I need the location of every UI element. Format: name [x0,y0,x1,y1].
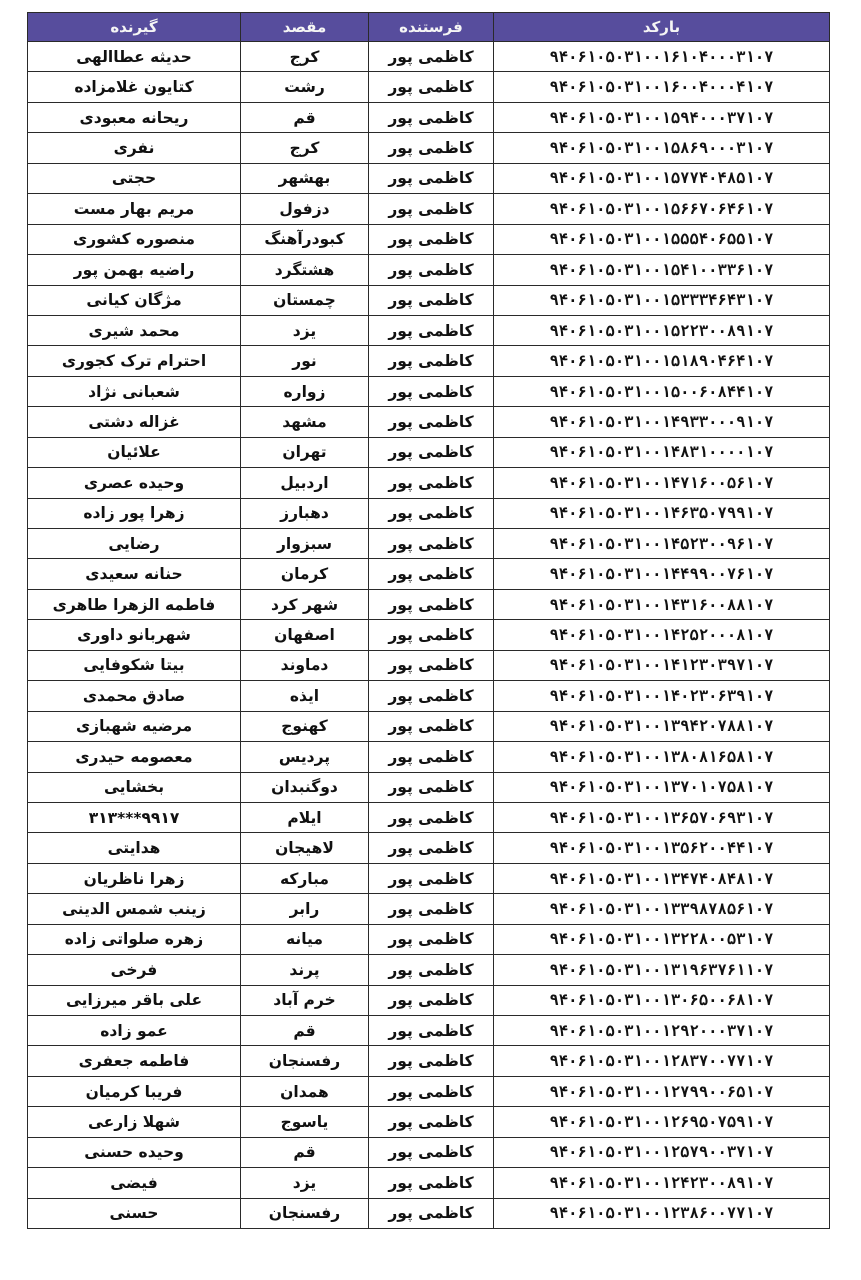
destination-cell: دهبارز [241,498,369,528]
recipient-cell: راضیه بهمن پور [28,255,241,285]
recipient-cell: رضایی [28,529,241,559]
table-row [28,163,830,193]
table-row [28,772,830,802]
destination-cell: رفسنجان [241,1046,369,1076]
sender-cell: کاظمی پور [369,863,494,893]
sender-cell: کاظمی پور [369,163,494,193]
destination-cell: ایذه [241,681,369,711]
header-barcode: بارکد [494,13,830,42]
recipient-cell: حسنی [28,1198,241,1228]
destination-cell: ایلام [241,802,369,832]
table-row [28,42,830,72]
recipient-cell: علائیان [28,437,241,467]
table-body [28,42,830,1229]
sender-cell: کاظمی پور [369,924,494,954]
table-row [28,1137,830,1167]
recipient-cell: معصومه حیدری [28,742,241,772]
barcode-cell: ۹۴۰۶۱۰۵۰۳۱۰۰۱۶۰۰۴۰۰۰۴۱۰۷ [494,72,830,102]
barcode-cell: ۹۴۰۶۱۰۵۰۳۱۰۰۱۳۰۶۵۰۰۶۸۱۰۷ [494,985,830,1015]
sender-cell: کاظمی پور [369,224,494,254]
barcode-cell: ۹۴۰۶۱۰۵۰۳۱۰۰۱۴۱۲۳۰۳۹۷۱۰۷ [494,650,830,680]
table-row [28,285,830,315]
destination-cell: زواره [241,376,369,406]
sender-cell: کاظمی پور [369,742,494,772]
recipient-cell: زهرا ناظریان [28,863,241,893]
sender-cell: کاظمی پور [369,1107,494,1137]
barcode-cell: ۹۴۰۶۱۰۵۰۳۱۰۰۱۳۷۰۱۰۷۵۸۱۰۷ [494,772,830,802]
sender-cell: کاظمی پور [369,620,494,650]
header-recipient: گیرنده [28,13,241,42]
sender-cell: کاظمی پور [369,194,494,224]
recipient-cell: کتایون غلامزاده [28,72,241,102]
recipient-cell: وحیده حسنی [28,1137,241,1167]
destination-cell: اردبیل [241,468,369,498]
sender-cell: کاظمی پور [369,437,494,467]
sender-cell: کاظمی پور [369,681,494,711]
barcode-cell: ۹۴۰۶۱۰۵۰۳۱۰۰۱۲۳۸۶۰۰۷۷۱۰۷ [494,1198,830,1228]
barcode-cell: ۹۴۰۶۱۰۵۰۳۱۰۰۱۳۵۶۲۰۰۴۴۱۰۷ [494,833,830,863]
header-sender: فرستنده [369,13,494,42]
recipient-cell: مژگان کیانی [28,285,241,315]
destination-cell: کرمان [241,559,369,589]
barcode-cell: ۹۴۰۶۱۰۵۰۳۱۰۰۱۳۸۰۸۱۶۵۸۱۰۷ [494,742,830,772]
barcode-cell: ۹۴۰۶۱۰۵۰۳۱۰۰۱۴۰۲۳۰۶۳۹۱۰۷ [494,681,830,711]
recipient-cell: زینب شمس الدینی [28,894,241,924]
sender-cell: کاظمی پور [369,376,494,406]
sender-cell: کاظمی پور [369,1046,494,1076]
sender-cell: کاظمی پور [369,346,494,376]
barcode-cell: ۹۴۰۶۱۰۵۰۳۱۰۰۱۵۶۶۷۰۶۴۶۱۰۷ [494,194,830,224]
barcode-cell: ۹۴۰۶۱۰۵۰۳۱۰۰۱۳۳۹۸۷۸۵۶۱۰۷ [494,894,830,924]
table-row [28,437,830,467]
recipient-cell: احترام ترک کجوری [28,346,241,376]
table-row [28,985,830,1015]
destination-cell: دماوند [241,650,369,680]
header-destination: مقصد [241,13,369,42]
recipient-cell: حنانه سعیدی [28,559,241,589]
table-row [28,802,830,832]
destination-cell: رفسنجان [241,1198,369,1228]
destination-cell: مبارکه [241,863,369,893]
sender-cell: کاظمی پور [369,315,494,345]
table-row [28,255,830,285]
destination-cell: قم [241,102,369,132]
barcode-cell: ۹۴۰۶۱۰۵۰۳۱۰۰۱۵۵۵۴۰۶۵۵۱۰۷ [494,224,830,254]
sender-cell: کاظمی پور [369,955,494,985]
table-row [28,681,830,711]
table-row [28,133,830,163]
barcode-cell: ۹۴۰۶۱۰۵۰۳۱۰۰۱۲۸۳۷۰۰۷۷۱۰۷ [494,1046,830,1076]
destination-cell: خرم آباد [241,985,369,1015]
destination-cell: مشهد [241,407,369,437]
recipient-cell: فیضی [28,1168,241,1198]
destination-cell: شهر کرد [241,589,369,619]
barcode-cell: ۹۴۰۶۱۰۵۰۳۱۰۰۱۴۳۱۶۰۰۸۸۱۰۷ [494,589,830,619]
recipient-cell: فریبا کرمیان [28,1076,241,1106]
barcode-cell: ۹۴۰۶۱۰۵۰۳۱۰۰۱۵۰۰۶۰۸۴۴۱۰۷ [494,376,830,406]
recipient-cell: بیتا شکوفایی [28,650,241,680]
recipient-cell: غزاله دشتی [28,407,241,437]
table-row [28,315,830,345]
barcode-cell: ۹۴۰۶۱۰۵۰۳۱۰۰۱۴۲۵۲۰۰۰۸۱۰۷ [494,620,830,650]
table-row [28,924,830,954]
sender-cell: کاظمی پور [369,285,494,315]
sender-cell: کاظمی پور [369,1198,494,1228]
barcode-cell: ۹۴۰۶۱۰۵۰۳۱۰۰۱۳۴۷۴۰۸۴۸۱۰۷ [494,863,830,893]
sender-cell: کاظمی پور [369,802,494,832]
destination-cell: نور [241,346,369,376]
destination-cell: لاهیجان [241,833,369,863]
barcode-cell: ۹۴۰۶۱۰۵۰۳۱۰۰۱۵۴۱۰۰۳۳۶۱۰۷ [494,255,830,285]
barcode-cell: ۹۴۰۶۱۰۵۰۳۱۰۰۱۵۳۳۳۴۶۴۳۱۰۷ [494,285,830,315]
barcode-cell: ۹۴۰۶۱۰۵۰۳۱۰۰۱۳۹۴۲۰۷۸۸۱۰۷ [494,711,830,741]
barcode-cell: ۹۴۰۶۱۰۵۰۳۱۰۰۱۲۶۹۵۰۷۵۹۱۰۷ [494,1107,830,1137]
table-row [28,407,830,437]
destination-cell: چمستان [241,285,369,315]
sender-cell: کاظمی پور [369,559,494,589]
table-row [28,498,830,528]
table-row [28,1107,830,1137]
recipient-cell: ریحانه معبودی [28,102,241,132]
destination-cell: بهشهر [241,163,369,193]
destination-cell: کهنوج [241,711,369,741]
table-row [28,468,830,498]
sender-cell: کاظمی پور [369,985,494,1015]
recipient-cell: ۹۹۱۷***۳۱۳ [28,802,241,832]
table-row [28,194,830,224]
table-row [28,742,830,772]
sender-cell: کاظمی پور [369,255,494,285]
destination-cell: همدان [241,1076,369,1106]
destination-cell: اصفهان [241,620,369,650]
sender-cell: کاظمی پور [369,772,494,802]
table-row [28,376,830,406]
barcode-cell: ۹۴۰۶۱۰۵۰۳۱۰۰۱۳۶۵۷۰۶۹۳۱۰۷ [494,802,830,832]
barcode-cell: ۹۴۰۶۱۰۵۰۳۱۰۰۱۵۷۷۴۰۴۸۵۱۰۷ [494,163,830,193]
sender-cell: کاظمی پور [369,72,494,102]
table-row [28,224,830,254]
recipient-cell: حجتی [28,163,241,193]
table-row [28,650,830,680]
table-row [28,102,830,132]
barcode-cell: ۹۴۰۶۱۰۵۰۳۱۰۰۱۴۴۹۹۰۰۷۶۱۰۷ [494,559,830,589]
sender-cell: کاظمی پور [369,1137,494,1167]
barcode-cell: ۹۴۰۶۱۰۵۰۳۱۰۰۱۴۶۳۵۰۷۹۹۱۰۷ [494,498,830,528]
sender-cell: کاظمی پور [369,650,494,680]
barcode-cell: ۹۴۰۶۱۰۵۰۳۱۰۰۱۲۹۲۰۰۰۳۷۱۰۷ [494,1016,830,1046]
table-row [28,1046,830,1076]
table-row [28,955,830,985]
sender-cell: کاظمی پور [369,133,494,163]
sender-cell: کاظمی پور [369,833,494,863]
table-row [28,711,830,741]
destination-cell: تهران [241,437,369,467]
recipient-cell: صادق محمدی [28,681,241,711]
recipient-cell: هدایتی [28,833,241,863]
sender-cell: کاظمی پور [369,468,494,498]
sender-cell: کاظمی پور [369,407,494,437]
destination-cell: دوگنبدان [241,772,369,802]
table-row [28,833,830,863]
table-row [28,1016,830,1046]
barcode-cell: ۹۴۰۶۱۰۵۰۳۱۰۰۱۵۱۸۹۰۴۶۴۱۰۷ [494,346,830,376]
table-row [28,529,830,559]
destination-cell: یزد [241,315,369,345]
shipment-sheet [27,12,829,1229]
sender-cell: کاظمی پور [369,589,494,619]
recipient-cell: فرخی [28,955,241,985]
recipient-cell: شهلا زارعی [28,1107,241,1137]
sender-cell: کاظمی پور [369,42,494,72]
sender-cell: کاظمی پور [369,1168,494,1198]
destination-cell: کرج [241,42,369,72]
barcode-cell: ۹۴۰۶۱۰۵۰۳۱۰۰۱۵۸۶۹۰۰۰۳۱۰۷ [494,133,830,163]
sender-cell: کاظمی پور [369,102,494,132]
barcode-cell: ۹۴۰۶۱۰۵۰۳۱۰۰۱۳۱۹۶۳۷۶۱۱۰۷ [494,955,830,985]
recipient-cell: فاطمه جعفری [28,1046,241,1076]
destination-cell: هشتگرد [241,255,369,285]
table-header-row [28,13,830,42]
destination-cell: دزفول [241,194,369,224]
barcode-cell: ۹۴۰۶۱۰۵۰۳۱۰۰۱۲۷۹۹۰۰۶۵۱۰۷ [494,1076,830,1106]
recipient-cell: علی باقر میرزایی [28,985,241,1015]
sender-cell: کاظمی پور [369,1076,494,1106]
barcode-cell: ۹۴۰۶۱۰۵۰۳۱۰۰۱۴۵۲۳۰۰۹۶۱۰۷ [494,529,830,559]
barcode-cell: ۹۴۰۶۱۰۵۰۳۱۰۰۱۴۷۱۶۰۰۵۶۱۰۷ [494,468,830,498]
sender-cell: کاظمی پور [369,1016,494,1046]
destination-cell: کرج [241,133,369,163]
recipient-cell: وحیده عصری [28,468,241,498]
table-row [28,1198,830,1228]
table-row [28,559,830,589]
destination-cell: پردیس [241,742,369,772]
table-row [28,894,830,924]
recipient-cell: محمد شیری [28,315,241,345]
recipient-cell: نفری [28,133,241,163]
recipient-cell: شهربانو داوری [28,620,241,650]
barcode-cell: ۹۴۰۶۱۰۵۰۳۱۰۰۱۲۵۷۹۰۰۳۷۱۰۷ [494,1137,830,1167]
table-row [28,72,830,102]
table-row [28,620,830,650]
recipient-cell: مرضیه شهبازی [28,711,241,741]
table-row [28,863,830,893]
destination-cell: یزد [241,1168,369,1198]
barcode-cell: ۹۴۰۶۱۰۵۰۳۱۰۰۱۵۹۴۰۰۰۳۷۱۰۷ [494,102,830,132]
sender-cell: کاظمی پور [369,498,494,528]
destination-cell: سبزوار [241,529,369,559]
destination-cell: کبودرآهنگ [241,224,369,254]
barcode-cell: ۹۴۰۶۱۰۵۰۳۱۰۰۱۴۹۳۳۰۰۰۹۱۰۷ [494,407,830,437]
table-row [28,1076,830,1106]
barcode-cell: ۹۴۰۶۱۰۵۰۳۱۰۰۱۴۸۳۱۰۰۰۰۱۰۷ [494,437,830,467]
table-row [28,589,830,619]
recipient-cell: حدیثه عطاالهی [28,42,241,72]
barcode-cell: ۹۴۰۶۱۰۵۰۳۱۰۰۱۳۲۲۸۰۰۵۳۱۰۷ [494,924,830,954]
recipient-cell: زهرا پور زاده [28,498,241,528]
recipient-cell: فاطمه الزهرا طاهری [28,589,241,619]
destination-cell: رشت [241,72,369,102]
recipient-cell: منصوره کشوری [28,224,241,254]
barcode-cell: ۹۴۰۶۱۰۵۰۳۱۰۰۱۶۱۰۴۰۰۰۳۱۰۷ [494,42,830,72]
sender-cell: کاظمی پور [369,711,494,741]
table-row [28,1168,830,1198]
recipient-cell: زهره صلواتی زاده [28,924,241,954]
destination-cell: پرند [241,955,369,985]
sender-cell: کاظمی پور [369,894,494,924]
shipment-table [27,12,830,1229]
recipient-cell: بخشایی [28,772,241,802]
recipient-cell: مریم بهار مست [28,194,241,224]
barcode-cell: ۹۴۰۶۱۰۵۰۳۱۰۰۱۲۴۲۳۰۰۸۹۱۰۷ [494,1168,830,1198]
recipient-cell: عمو زاده [28,1016,241,1046]
destination-cell: قم [241,1016,369,1046]
table-row [28,346,830,376]
destination-cell: میانه [241,924,369,954]
barcode-cell: ۹۴۰۶۱۰۵۰۳۱۰۰۱۵۲۲۳۰۰۸۹۱۰۷ [494,315,830,345]
sender-cell: کاظمی پور [369,529,494,559]
destination-cell: رابر [241,894,369,924]
destination-cell: یاسوج [241,1107,369,1137]
destination-cell: قم [241,1137,369,1167]
recipient-cell: شعبانی نژاد [28,376,241,406]
